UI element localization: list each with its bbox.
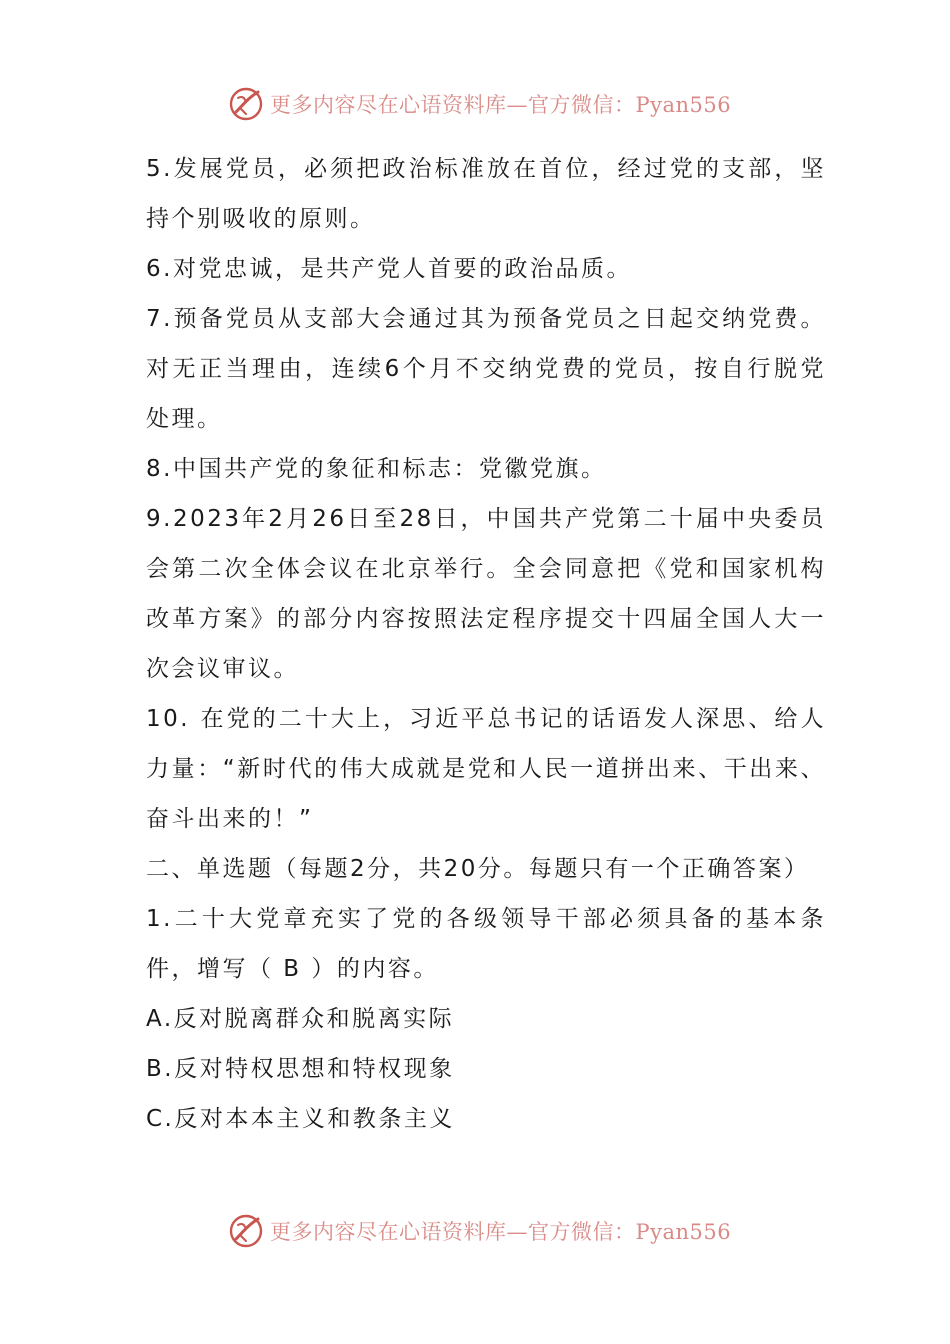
option-b: B.反对特权思想和特权现象 [146, 1056, 455, 1082]
footer-banner-text: 更多内容尽在心语资料库—官方微信：Pyan556 [270, 1220, 732, 1244]
item-6: 6.对党忠诚，是共产党人首要的政治品质。 [146, 256, 632, 282]
item-7: 7.预备党员从支部大会通过其为预备党员之日起交纳党费。对无正当理由，连续6个月不交纳党费的党员，按自行脱党处理。 [146, 306, 826, 432]
document-body [146, 144, 826, 1144]
header-banner-text: 更多内容尽在心语资料库—官方微信：Pyan556 [270, 93, 732, 117]
question-1: 1.二十大党章充实了党的各级领导干部必须具备的基本条件，增写（ B ）的内容。 [146, 906, 826, 982]
header-banner [228, 84, 731, 124]
item-5: 5.发展党员，必须把政治标准放在首位，经过党的支部，坚持个别吸收的原则。 [146, 156, 826, 232]
item-8: 8.中国共产党的象征和标志：党徽党旗。 [146, 456, 607, 482]
option-a: A.反对脱离群众和脱离实际 [146, 1006, 455, 1032]
pen-logo-icon [228, 86, 264, 122]
section-heading-single-choice: 二、单选题（每题2分，共20分。每题只有一个正确答案） [146, 856, 810, 882]
footer-banner [228, 1211, 731, 1251]
item-9: 9.2023年2月26日至28日，中国共产党第二十届中央委员会第二次全体会议在北京举行。全会同意把《党和国家机构改革方案》的部分内容按照法定程序提交十四届全国人大一次会议审议。 [146, 506, 826, 682]
pen-logo-icon [228, 1213, 264, 1249]
item-10: 10. 在党的二十大上，习近平总书记的话语发人深思、给人力量：“新时代的伟大成就是党和人民一道拼出来、干出来、奋斗出来的！” [146, 706, 826, 832]
option-c: C.反对本本主义和教条主义 [146, 1106, 455, 1132]
